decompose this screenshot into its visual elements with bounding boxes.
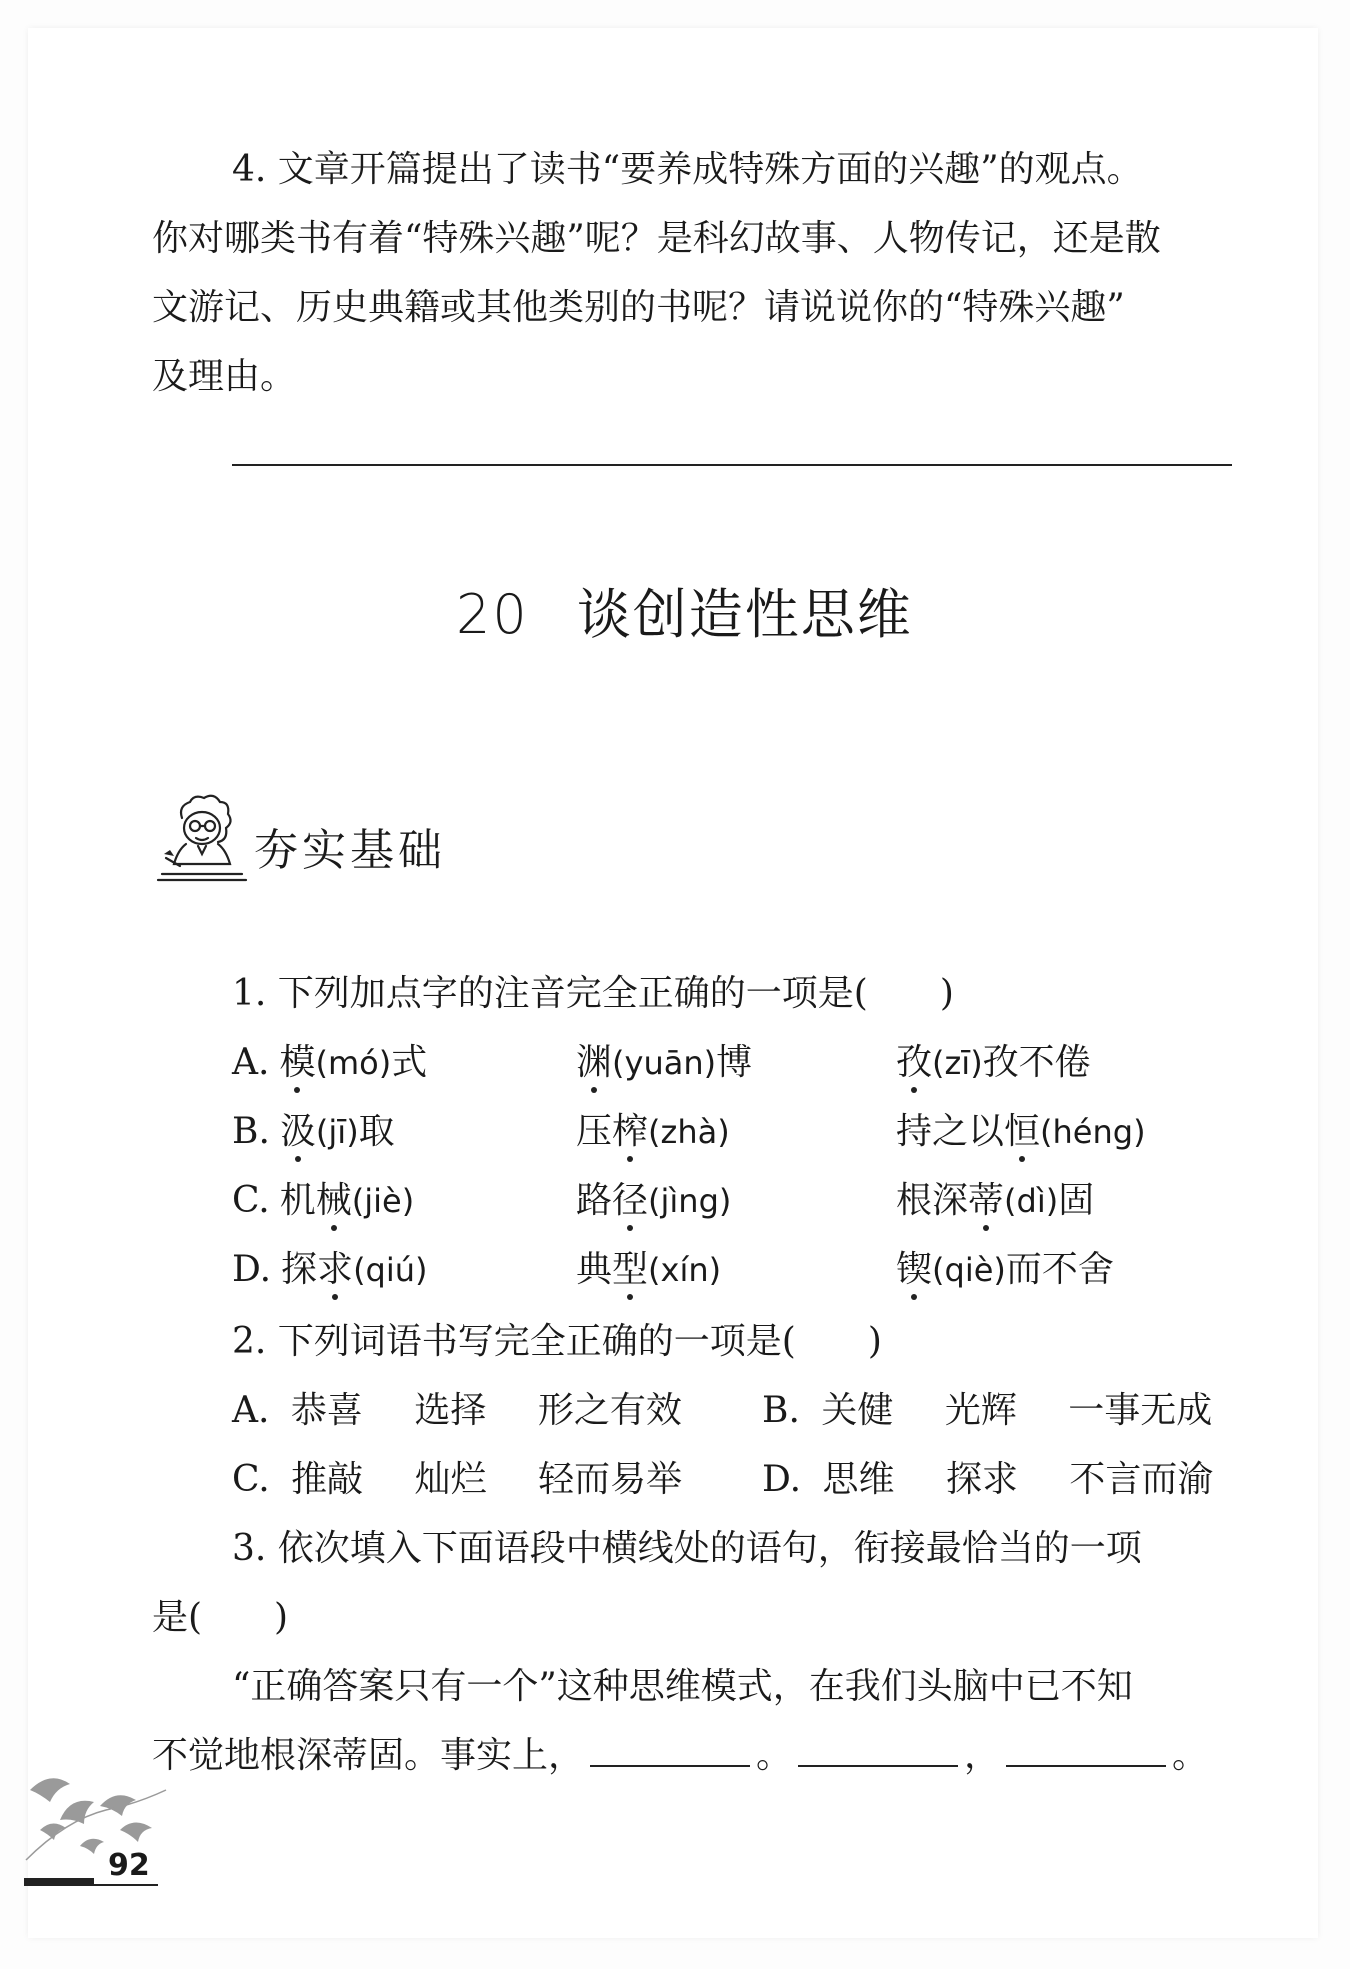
dotted-char: 汲 [279, 1111, 316, 1152]
option-letter: B. [232, 1111, 270, 1152]
q2-option-d[interactable] [762, 1458, 1213, 1502]
fill-blank-2[interactable] [798, 1735, 958, 1767]
section-heading [152, 788, 552, 898]
pinyin: (dì) [1004, 1182, 1059, 1220]
fill-blank-1[interactable] [590, 1735, 750, 1767]
q1-option-item [896, 1179, 1094, 1223]
q4-line-3: 文游记、历史典籍或其他类别的书呢？请说说你的“特殊兴趣” [152, 287, 1125, 328]
q3-line-1: 3. 依次填入下面语段中横线处的语句，衔接最恰当的一项 [232, 1528, 1142, 1569]
text-part: 博 [716, 1042, 753, 1083]
text-part: 式 [391, 1042, 428, 1083]
q4-line-4: 及理由。 [152, 356, 297, 397]
q1-option-item [896, 1248, 1114, 1292]
text-part: 机 [279, 1180, 316, 1221]
word-3: 一事无成 [1068, 1390, 1213, 1431]
dotted-char: 孜 [896, 1042, 933, 1083]
q1-option-item [232, 1041, 427, 1085]
option-letter: A. [232, 1042, 270, 1083]
text-part: 探 [281, 1249, 318, 1290]
q2-option-b[interactable] [762, 1389, 1212, 1433]
pinyin: (jiè) [351, 1182, 415, 1220]
dotted-char: 渊 [576, 1042, 613, 1083]
q1-option-item [576, 1110, 730, 1154]
pinyin: (yuān) [612, 1044, 717, 1082]
word-1: 思维 [822, 1459, 895, 1500]
lesson-number: 20 [456, 583, 529, 646]
q1-option-item [232, 1110, 395, 1154]
page-number-rule [94, 1884, 158, 1886]
word-3: 轻而易举 [538, 1459, 683, 1500]
text-part: 取 [358, 1111, 395, 1152]
text-part: 路 [576, 1180, 613, 1221]
q4-answer-line[interactable] [232, 464, 1232, 466]
punct-3: 。 [1172, 1735, 1209, 1776]
word-1: 恭喜 [290, 1390, 363, 1431]
pinyin: (jìng) [648, 1182, 732, 1220]
dotted-char: 械 [315, 1180, 352, 1221]
q1-option-item [576, 1248, 721, 1292]
q1-option-item [576, 1179, 731, 1223]
dotted-char: 榨 [612, 1111, 649, 1152]
pinyin: (mó) [315, 1044, 392, 1082]
dotted-char: 模 [279, 1042, 316, 1083]
lesson-name: 谈创造性思维 [576, 583, 913, 646]
word-2: 光辉 [944, 1390, 1017, 1431]
pinyin: (héng) [1040, 1113, 1146, 1151]
pinyin: (zhà) [648, 1113, 730, 1151]
q3-passage-line-2 [152, 1734, 1208, 1778]
dotted-char: 蒂 [968, 1180, 1005, 1221]
option-letter: A. [232, 1390, 270, 1431]
pinyin: (qiú) [353, 1251, 428, 1289]
q2-stem: 2. 下列词语书写完全正确的一项是( ) [232, 1321, 882, 1362]
punct-1: 。 [756, 1735, 793, 1776]
thinking-person-icon [152, 788, 252, 888]
passage-text: 不觉地根深蒂固。事实上， [152, 1735, 585, 1776]
text-part: 典 [576, 1249, 613, 1290]
option-letter: D. [762, 1459, 802, 1500]
q3-passage-line-1: “正确答案只有一个”这种思维模式，在我们头脑中已不知 [232, 1666, 1133, 1707]
section-title: 夯实基础 [254, 825, 446, 876]
text-part: 孜不倦 [982, 1042, 1091, 1083]
word-3: 形之有效 [537, 1390, 682, 1431]
q2-option-a[interactable] [232, 1389, 682, 1433]
text-part: 固 [1058, 1180, 1095, 1221]
option-letter: C. [232, 1180, 270, 1221]
option-letter: D. [232, 1249, 272, 1290]
punct-2: ， [964, 1735, 1001, 1776]
text-part: 持之以 [896, 1111, 1005, 1152]
word-3: 不言而渝 [1069, 1459, 1214, 1500]
q2-option-c[interactable] [232, 1458, 682, 1502]
text-part: 压 [576, 1111, 613, 1152]
word-2: 选择 [414, 1390, 487, 1431]
q1-option-item [576, 1041, 752, 1085]
dotted-char: 型 [612, 1249, 649, 1290]
option-letter: C. [232, 1459, 270, 1500]
q1-option-item [232, 1248, 428, 1292]
text-part: 而不舍 [1005, 1249, 1114, 1290]
dotted-char: 求 [317, 1249, 354, 1290]
q1-option-item [232, 1179, 414, 1223]
word-2: 灿烂 [414, 1459, 487, 1500]
dotted-char: 恒 [1004, 1111, 1041, 1152]
pinyin: (xín) [648, 1251, 722, 1289]
pinyin: (zī) [932, 1044, 983, 1082]
fill-blank-3[interactable] [1006, 1735, 1166, 1767]
lesson-title [456, 580, 913, 650]
word-1: 推敲 [291, 1459, 364, 1500]
page-number-bar [24, 1878, 94, 1886]
q4-line-2: 你对哪类书有着“特殊兴趣”呢？是科幻故事、人物传记，还是散 [152, 218, 1161, 259]
pinyin: (qiè) [932, 1251, 1006, 1289]
q4-line-1: 4. 文章开篇提出了读书“要养成特殊方面的兴趣”的观点。 [232, 149, 1143, 190]
page-number: 92 [108, 1848, 150, 1883]
q1-option-item [896, 1041, 1091, 1085]
dotted-char: 径 [612, 1180, 649, 1221]
pinyin: (jī) [315, 1113, 359, 1151]
q1-option-item [896, 1110, 1146, 1154]
dotted-char: 锲 [896, 1249, 933, 1290]
word-2: 探求 [945, 1459, 1018, 1500]
q3-line-2: 是( ) [152, 1597, 289, 1638]
option-letter: B. [762, 1390, 800, 1431]
text-part: 根深 [896, 1180, 969, 1221]
word-1: 关健 [821, 1390, 894, 1431]
q1-stem: 1. 下列加点字的注音完全正确的一项是( ) [232, 973, 954, 1014]
